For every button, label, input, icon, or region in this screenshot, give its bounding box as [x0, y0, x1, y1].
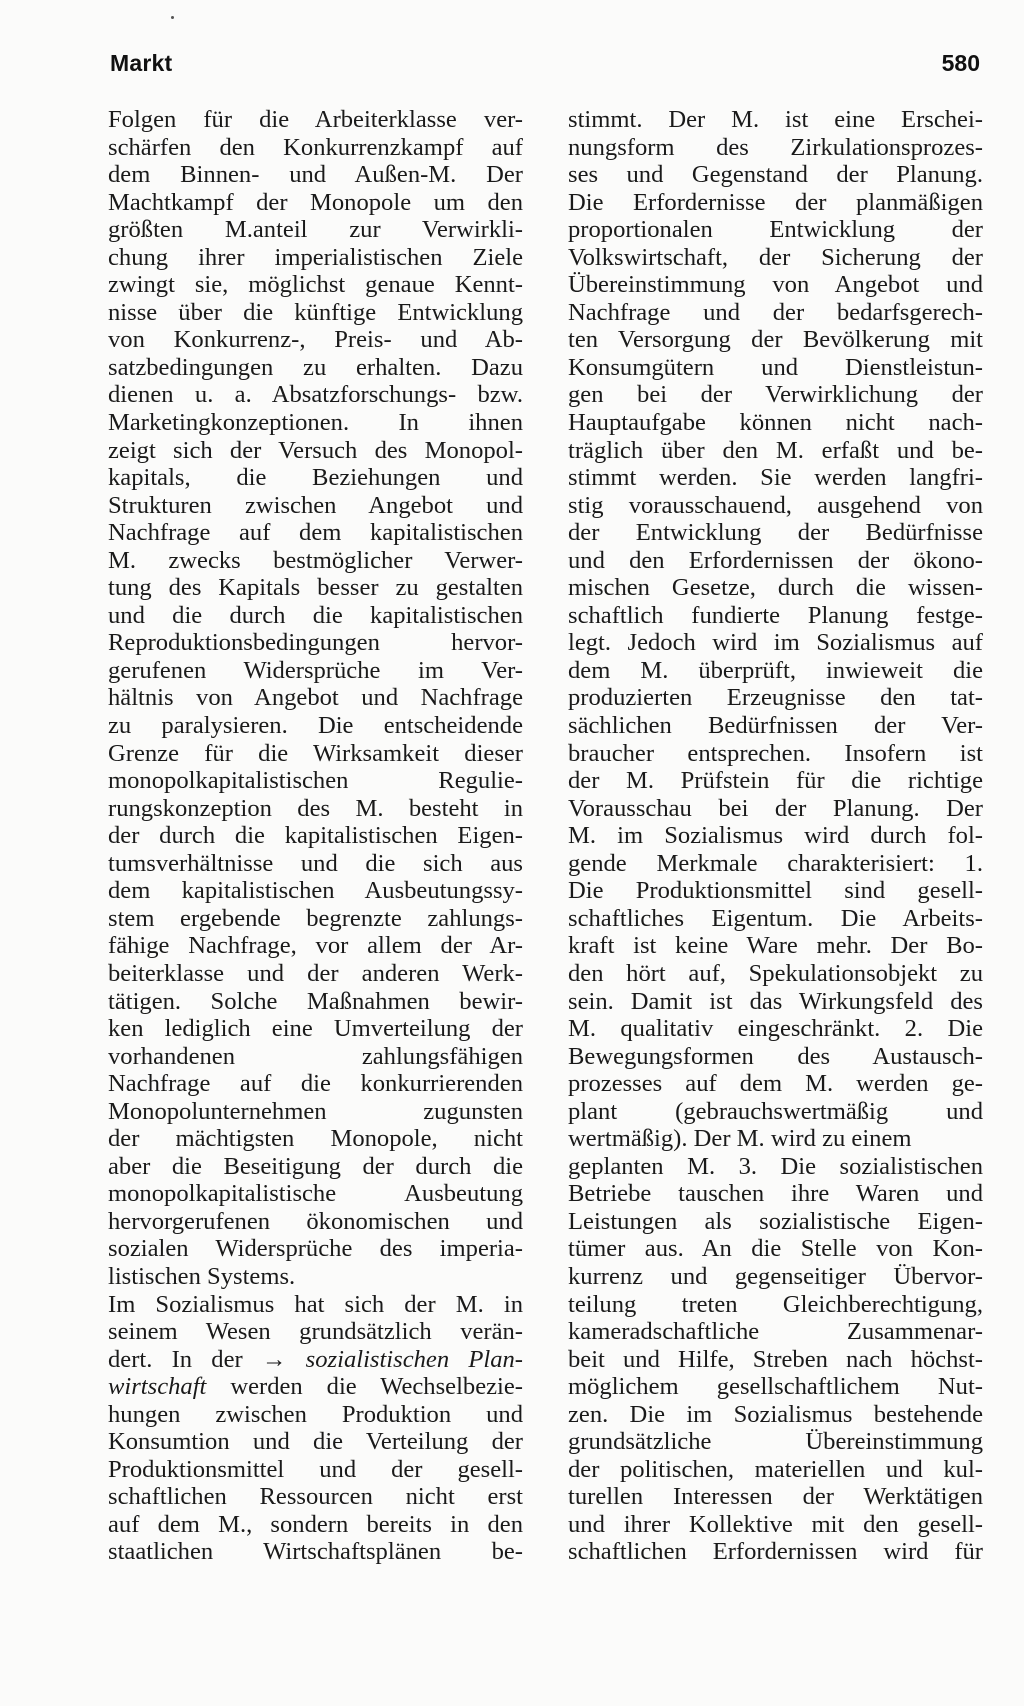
text-line [568, 134, 983, 162]
line-text: tumsverhältnisse und die sich aus [108, 849, 523, 877]
line-text: schaftlich fundierte Planung festge- [568, 601, 983, 629]
running-head-keyword: Markt [110, 50, 173, 76]
line-text: Marketingkonzeptionen. In ihnen [108, 409, 523, 437]
text-line [108, 1180, 523, 1208]
text-line [568, 1538, 983, 1566]
text-line [568, 519, 983, 547]
text-line [108, 189, 523, 217]
line-text: zeigt sich der Versuch des Monopol- [108, 436, 523, 464]
text-line [108, 932, 523, 960]
text-line [108, 1318, 523, 1346]
text-line [568, 1373, 983, 1401]
text-line [108, 437, 523, 465]
line-text: gerufenen Widersprüche im Ver- [108, 656, 523, 684]
text-line [568, 822, 983, 850]
text-line [108, 1346, 523, 1374]
text-line [568, 464, 983, 492]
line-text: geplanten M. 3. Die sozialistischen [568, 1152, 983, 1180]
line-text: der durch die kapitalistischen Eigen- [108, 822, 523, 850]
line-text: braucher entsprechen. Insofern ist [568, 739, 983, 767]
line-text: hältnis von Angebot und Nachfrage [108, 684, 523, 712]
line-text: und den Erfordernissen der ökono- [568, 546, 983, 574]
line-text: stig vorausschauend, ausgehend von [568, 491, 983, 519]
line-text: seinem Wesen grundsätzlich verän- [108, 1318, 523, 1346]
line-text: stem ergebende begrenzte zahlungs- [108, 904, 523, 932]
line-text: turellen Interessen der Werktätigen [568, 1483, 983, 1511]
line-text: der politischen, materiellen und kul- [568, 1455, 983, 1483]
text-line [108, 106, 523, 134]
line-text: dienen u. a. Absatzforschungs- bzw. [108, 381, 523, 409]
text-line [108, 161, 523, 189]
line-text: der Entwicklung der Bedürfnisse [568, 519, 983, 547]
text-line [108, 1511, 523, 1539]
line-text: satzbedingungen zu erhalten. Dazu [108, 353, 523, 381]
line-text: Vorausschau bei der Planung. Der [568, 794, 983, 822]
line-text: M. qualitativ eingeschränkt. 2. Die [568, 1015, 983, 1043]
text-line [568, 795, 983, 823]
text-line [108, 1043, 523, 1071]
text-line [108, 1153, 523, 1181]
cross-reference-arrow-icon: → [261, 1345, 287, 1373]
text-line [108, 574, 523, 602]
text-line [108, 1263, 523, 1291]
left-text-column [108, 106, 523, 1566]
line-text: dem M. überprüft, inwieweit die [568, 656, 983, 684]
text-line [108, 299, 523, 327]
text-line [108, 684, 523, 712]
line-text: vorhandenen zahlungsfähigen [108, 1042, 523, 1070]
line-text: beiterklasse und der anderen Werk- [108, 959, 523, 987]
line-text: ten Versorgung der Bevölkerung mit [568, 326, 983, 354]
text-line [108, 1125, 523, 1153]
line-text: M. im Sozialismus wird durch fol- [568, 822, 983, 850]
text-line [108, 795, 523, 823]
line-text: träglich über den M. erfaßt und be- [568, 436, 983, 464]
line-text: Nachfrage und der bedarfsgerech- [568, 298, 983, 326]
text-line [568, 299, 983, 327]
line-text: schaftliches Eigentum. Die Arbeits- [568, 904, 983, 932]
text-line [568, 684, 983, 712]
text-line [568, 905, 983, 933]
line-text: Folgen für die Arbeiterklasse ver- [108, 106, 523, 133]
line-text: hungen zwischen Produktion und [108, 1400, 523, 1428]
text-line [568, 850, 983, 878]
line-text: kameradschaftliche Zusammenar- [568, 1318, 983, 1346]
text-line [108, 740, 523, 768]
text-line [568, 354, 983, 382]
line-text: Monopolunternehmen zugunsten [108, 1097, 523, 1125]
text-line [108, 1456, 523, 1484]
line-text: Betriebe tauschen ihre Waren und [568, 1180, 983, 1208]
line-text: möglichem gesellschaftlichem Nut- [568, 1373, 983, 1401]
text-line [568, 1263, 983, 1291]
line-text: staatlichen Wirtschaftsplänen be- [108, 1538, 523, 1566]
text-line [568, 381, 983, 409]
text-line [568, 1208, 983, 1236]
line-text: tung des Kapitals besser zu gestalten [108, 574, 523, 602]
text-line [108, 1015, 523, 1043]
text-line [568, 1235, 983, 1263]
text-line [108, 767, 523, 795]
line-text: Nachfrage auf die konkurrierenden [108, 1070, 523, 1098]
line-text: sozialen Widersprüche des imperia- [108, 1235, 523, 1263]
line-text: zu paralysieren. Die entscheidende [108, 712, 523, 740]
line-text: schaftlichen Ressourcen nicht erst [108, 1483, 523, 1511]
line-text: auf dem M., sondern bereits in den [108, 1510, 523, 1538]
text-line [568, 1098, 983, 1126]
line-text: gen bei der Verwirklichung der [568, 381, 983, 409]
text-line [568, 409, 983, 437]
line-text: kapitals, die Beziehungen und [108, 464, 523, 492]
line-text: tätigen. Solche Maßnahmen bewir- [108, 987, 523, 1015]
line-text: zen. Die im Sozialismus bestehende [568, 1400, 983, 1428]
text-line [568, 712, 983, 740]
line-text: und ihrer Kollektive mit den gesell- [568, 1510, 983, 1538]
line-text: nisse über die künftige Entwicklung [108, 298, 523, 326]
text-line [108, 492, 523, 520]
text-line [568, 1180, 983, 1208]
text-line [108, 850, 523, 878]
text-line [568, 437, 983, 465]
line-text: Volkswirtschaft, der Sicherung der [568, 243, 983, 271]
text-line [568, 244, 983, 272]
text-line [108, 134, 523, 162]
text-line [568, 767, 983, 795]
line-text: und die durch die kapitalistischen [108, 601, 523, 629]
text-line [108, 354, 523, 382]
line-text: aber die Beseitigung der durch die [108, 1152, 523, 1180]
text-line [108, 1291, 523, 1319]
line-text: ses und Gegenstand der Planung. [568, 161, 983, 189]
line-text: Grenze für die Wirksamkeit dieser [108, 739, 523, 767]
text-line [568, 271, 983, 299]
line-text: proportionalen Entwicklung der [568, 216, 983, 244]
text-line [108, 216, 523, 244]
line-text: kurrenz und gegenseitiger Übervor- [568, 1262, 983, 1290]
text-line [568, 932, 983, 960]
text-line [108, 271, 523, 299]
text-line [108, 1538, 523, 1566]
line-text: von Konkurrenz-, Preis- und Ab- [108, 326, 523, 354]
line-text: prozesses auf dem M. werden ge- [568, 1070, 983, 1098]
text-line [108, 326, 523, 354]
line-text: beit und Hilfe, Streben nach höchst- [568, 1345, 983, 1373]
text-line [568, 574, 983, 602]
line-text: teilung treten Gleichberechtigung, [568, 1290, 983, 1318]
line-text: tümer aus. An die Stelle von Kon- [568, 1235, 983, 1263]
line-text: Konsumgütern und Dienstleistun- [568, 353, 983, 381]
line-text: plant (gebrauchswertmäßig und [568, 1097, 983, 1125]
line-text: sächlichen Bedürfnissen der Ver- [568, 712, 983, 740]
text-line [568, 1015, 983, 1043]
line-text: Die Produktionsmittel sind gesell- [568, 877, 983, 905]
text-line [108, 464, 523, 492]
text-line [108, 1098, 523, 1126]
text-line [108, 409, 523, 437]
line-text: legt. Jedoch wird im Sozialismus auf [568, 629, 983, 657]
text-line [108, 960, 523, 988]
line-text: stimmt werden. Sie werden langfri- [568, 464, 983, 492]
line-text: Konsumtion und die Verteilung der [108, 1428, 523, 1456]
line-text: Hauptaufgabe können nicht nach- [568, 409, 983, 437]
text-line [108, 712, 523, 740]
text-line [568, 657, 983, 685]
text-line [108, 602, 523, 630]
line-text: fähige Nachfrage, vor allem der Ar- [108, 932, 523, 960]
line-text: schaftlichen Erfordernissen wird für [568, 1538, 983, 1566]
text-line [568, 602, 983, 630]
text-line [108, 822, 523, 850]
text-line [568, 189, 983, 217]
page-number: 580 [941, 50, 980, 76]
text-line [568, 1511, 983, 1539]
text-line [568, 629, 983, 657]
text-line [108, 244, 523, 272]
text-line [108, 657, 523, 685]
text-line [568, 161, 983, 189]
line-text: dem Binnen- und Außen-M. Der [108, 161, 523, 189]
line-text: produzierten Erzeugnisse den tat- [568, 684, 983, 712]
line-text: chung ihrer imperialistischen Ziele [108, 243, 523, 271]
line-text: dert. In der [108, 1345, 262, 1373]
line-text: monopolkapitalistischen Regulie- [108, 767, 523, 795]
text-line [108, 1428, 523, 1456]
text-line [568, 1318, 983, 1346]
cross-reference-link[interactable]: wirtschaft [108, 1373, 207, 1401]
scan-speck [171, 16, 174, 19]
line-text: kraft ist keine Ware mehr. Der Bo- [568, 932, 983, 960]
text-line [568, 960, 983, 988]
text-line [568, 1043, 983, 1071]
text-line [568, 326, 983, 354]
line-text: rungskonzeption des M. besteht in [108, 794, 523, 822]
text-line [568, 740, 983, 768]
line-text: mischen Gesetze, durch die wissen- [568, 574, 983, 602]
text-line [108, 1235, 523, 1263]
text-line [568, 1483, 983, 1511]
line-text: gende Merkmale charakterisiert: 1. [568, 849, 983, 877]
text-line [568, 492, 983, 520]
text-line [568, 1346, 983, 1374]
text-line [568, 547, 983, 575]
text-line [108, 1401, 523, 1429]
line-text: stimmt. Der M. ist eine Erschei- [568, 106, 983, 133]
line-text: Bewegungsformen des Austausch- [568, 1042, 983, 1070]
text-line [108, 1483, 523, 1511]
line-text: Leistungen als sozialistische Eigen- [568, 1207, 983, 1235]
line-text: Im Sozialismus hat sich der M. in [108, 1290, 523, 1318]
text-line [568, 1428, 983, 1456]
line-text: Reproduktionsbedingungen hervor- [108, 629, 523, 657]
text-line [568, 988, 983, 1016]
text-line [108, 547, 523, 575]
line-text: zwingt sie, möglichst genaue Kennt- [108, 271, 523, 299]
line-text: werden die Wechselbezie- [206, 1373, 523, 1401]
text-line [568, 877, 983, 905]
right-text-column [568, 106, 983, 1566]
line-text: ken lediglich eine Umverteilung der [108, 1015, 523, 1043]
text-line [108, 988, 523, 1016]
line-text: hervorgerufenen ökonomischen und [108, 1207, 523, 1235]
line-text: Machtkampf der Monopole um den [108, 188, 523, 216]
text-line [568, 106, 983, 134]
text-line [108, 877, 523, 905]
line-text: größten M.anteil zur Verwirkli- [108, 216, 523, 244]
line-text: schärfen den Konkurrenzkampf auf [108, 133, 523, 161]
text-line [568, 1401, 983, 1429]
line-text: der mächtigsten Monopole, nicht [108, 1125, 523, 1153]
text-line [568, 1153, 983, 1181]
text-line [108, 905, 523, 933]
text-line [108, 1070, 523, 1098]
text-line [108, 519, 523, 547]
line-text: den hört auf, Spekulationsobjekt zu [568, 959, 983, 987]
cross-reference-link[interactable]: sozialistischen Plan- [305, 1345, 523, 1373]
line-text: Produktionsmittel und der gesell- [108, 1455, 523, 1483]
text-line [108, 381, 523, 409]
text-line [108, 1373, 523, 1401]
text-line [568, 216, 983, 244]
line-text: der M. Prüfstein für die richtige [568, 767, 983, 795]
line-text: Strukturen zwischen Angebot und [108, 491, 523, 519]
line-text: grundsätzliche Übereinstimmung [568, 1428, 983, 1456]
line-text: Die Erfordernisse der planmäßigen [568, 188, 983, 216]
line-text: wertmäßig). Der M. wird zu einem [568, 1125, 912, 1153]
text-line [108, 629, 523, 657]
text-line [108, 1208, 523, 1236]
line-text: sein. Damit ist das Wirkungsfeld des [568, 987, 983, 1015]
line-text: listischen Systems. [108, 1262, 296, 1290]
line-text: monopolkapitalistische Ausbeutung [108, 1180, 523, 1208]
line-text: Übereinstimmung von Angebot und [568, 271, 983, 299]
text-line [568, 1125, 983, 1153]
line-text: dem kapitalistischen Ausbeutungssy- [108, 877, 523, 905]
line-text: Nachfrage auf dem kapitalistischen [108, 519, 523, 547]
text-line [568, 1291, 983, 1319]
line-text: nungsform des Zirkulationsprozes- [568, 133, 983, 161]
line-text: M. zwecks bestmöglicher Verwer- [108, 546, 523, 574]
text-line [568, 1456, 983, 1484]
text-line [568, 1070, 983, 1098]
